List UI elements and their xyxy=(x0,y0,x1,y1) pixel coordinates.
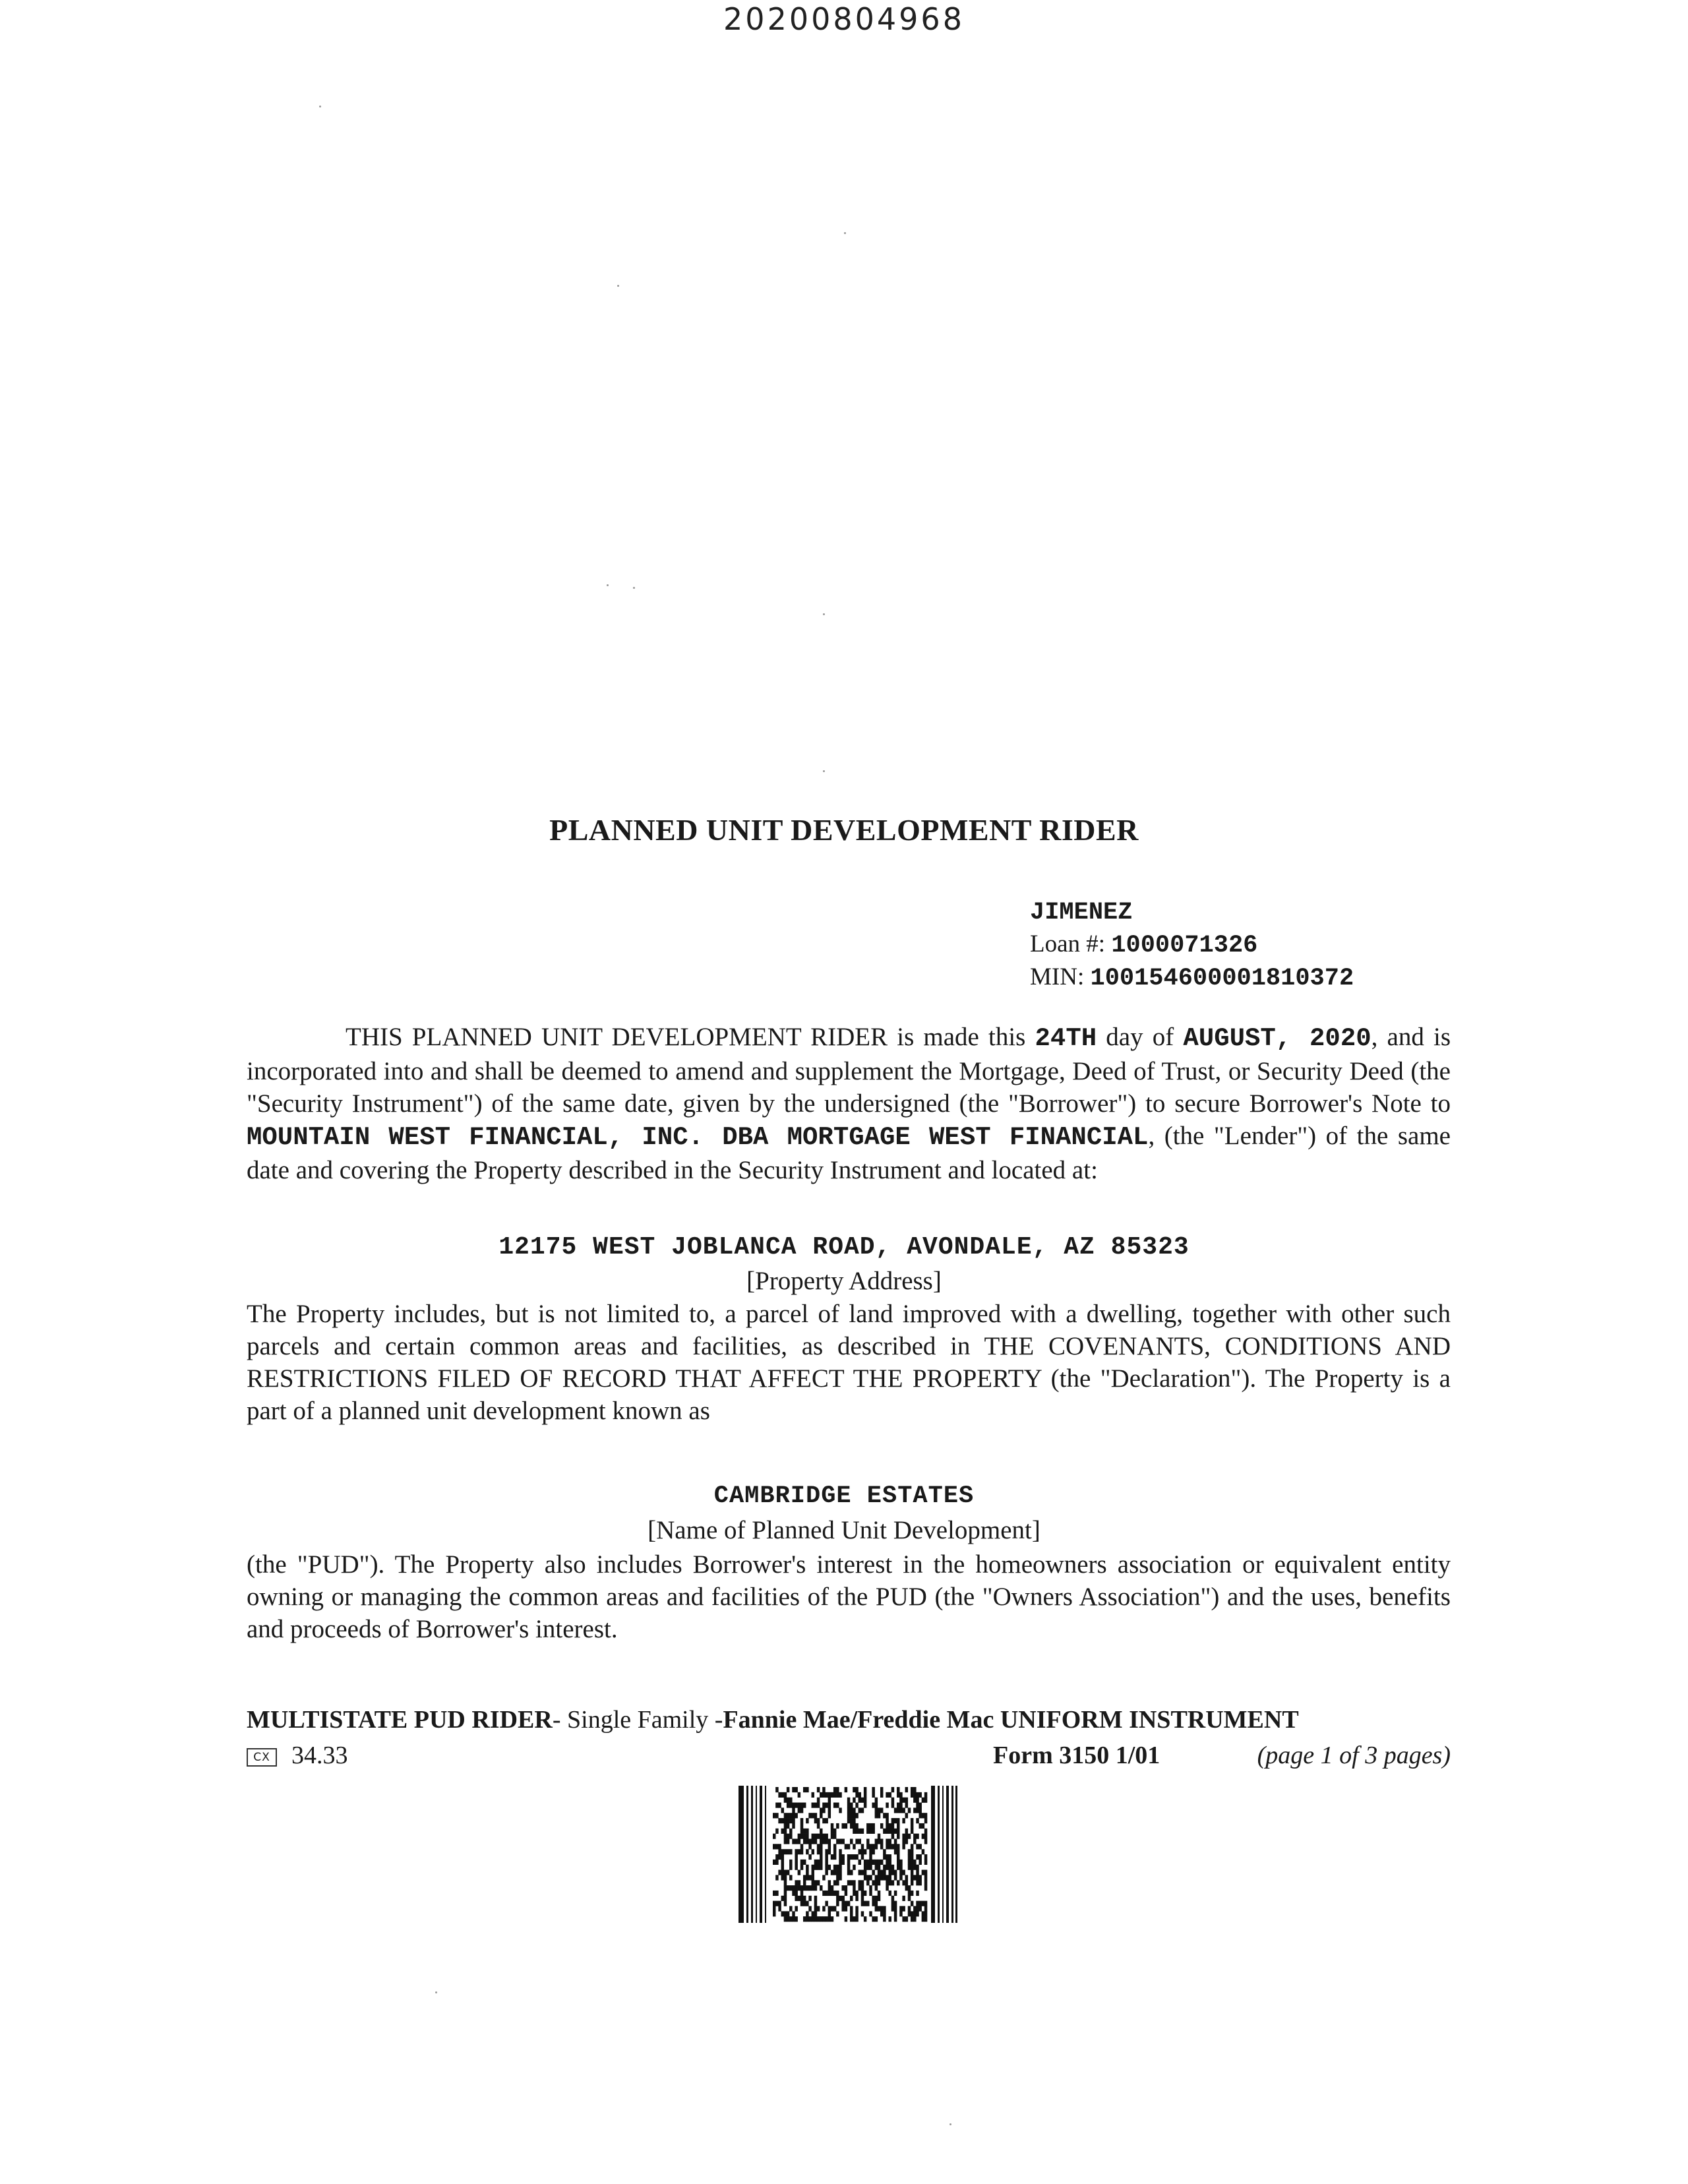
footer-form-title xyxy=(247,1705,1451,1734)
rider-day: 24TH xyxy=(1035,1024,1097,1053)
pud-name-label: [Name of Planned Unit Development] xyxy=(648,1516,1040,1544)
scan-speck xyxy=(607,584,609,586)
lender-name: MOUNTAIN WEST FINANCIAL, INC. DBA MORTGAGE WEST FINANCIAL xyxy=(247,1123,1149,1152)
intro-text-c: , and is incorporated into and shall be deemed to amend and supplement the Mortgage, Deed of Trust, or Security Deed (the "Security Instrument") of the same date, given by the undersigned (the "Borrower") to secure Borrower's Note to xyxy=(247,1023,1451,1118)
footer-form-info xyxy=(247,1741,1451,1774)
cx-logo-icon: CX xyxy=(247,1748,277,1767)
property-address: 12175 WEST JOBLANCA ROAD, AVONDALE, AZ 85323 xyxy=(498,1233,1190,1261)
scan-speck xyxy=(823,613,825,615)
loan-number-label: Loan #: xyxy=(1030,930,1106,957)
paragraph-pud: (the "PUD"). The Property also includes Borrower's interest in the homeowners association or equivalent entity owning or managing the common areas and facilities of the PUD (the "Owners Association") and the uses, benefits and proceeds of Borrower's interest. xyxy=(247,1550,1451,1643)
min-label: MIN: xyxy=(1030,963,1085,990)
scan-speck xyxy=(319,106,321,107)
scan-speck xyxy=(617,285,619,287)
min-number: 100154600001810372 xyxy=(1090,965,1354,992)
form-version: 34.33 xyxy=(291,1742,348,1769)
footer-rider-plain: - Single Family - xyxy=(552,1706,723,1734)
intro-text-a: THIS PLANNED UNIT DEVELOPMENT RIDER is made this xyxy=(346,1023,1026,1051)
property-address-label: [Property Address] xyxy=(746,1267,942,1295)
scan-speck xyxy=(950,2123,951,2125)
intro-text-d: , (the "Lender") of the same date and covering the Property described in the Security Instrument and located at: xyxy=(247,1122,1451,1184)
document-title: PLANNED UNIT DEVELOPMENT RIDER xyxy=(549,813,1139,847)
loan-info-block xyxy=(1030,895,1354,994)
scan-speck xyxy=(844,232,846,234)
footer-rider-bold: MULTISTATE PUD RIDER xyxy=(247,1706,553,1734)
intro-text-b: day of xyxy=(1106,1023,1174,1051)
rider-month-year: AUGUST, 2020 xyxy=(1183,1024,1372,1053)
form-code: Form 3150 1/01 xyxy=(993,1742,1160,1769)
scan-speck xyxy=(633,587,635,589)
footer-rider-bold2: Fannie Mae/Freddie Mac UNIFORM INSTRUMENT xyxy=(723,1706,1299,1734)
scan-speck xyxy=(823,770,825,772)
pdf417-barcode-icon xyxy=(738,1786,957,1923)
recording-number: 20200804968 xyxy=(723,1,965,37)
paragraph-intro xyxy=(247,1021,1451,1186)
pud-name: CAMBRIDGE ESTATES xyxy=(713,1482,975,1510)
paragraph-property: The Property includes, but is not limited to, a parcel of land improved with a dwelling, together with other such parcels and certain common areas and facilities, as described in THE COVENANTS, CONDITIONS AND RESTRICTIONS FILED OF RECORD THAT AFFECT THE PROPERTY (the "Declaration"). The Property is a part of a planned unit development known as xyxy=(247,1300,1451,1425)
page-info: (page 1 of 3 pages) xyxy=(1257,1742,1451,1769)
loan-number: 1000071326 xyxy=(1111,932,1258,959)
scan-speck xyxy=(435,1991,437,1993)
borrower-name: JIMENEZ xyxy=(1030,899,1133,926)
